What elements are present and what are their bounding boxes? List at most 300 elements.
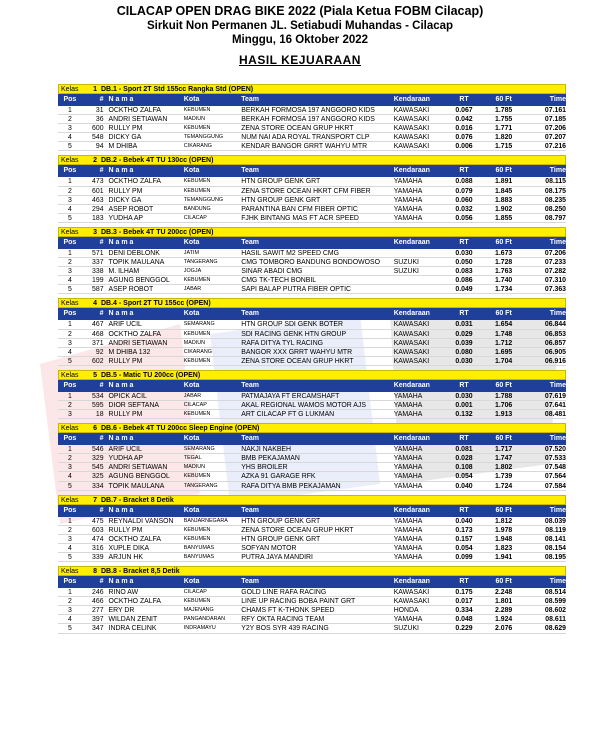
class-number: 6 (93, 425, 97, 433)
cell-nama: ARJUN HK (108, 554, 144, 561)
result-row (58, 267, 566, 276)
class-label: Kelas (61, 157, 79, 165)
cell-no: 294 (92, 205, 104, 213)
cell-no: 246 (92, 589, 104, 597)
result-row (58, 133, 566, 142)
column-header-no: # (99, 381, 104, 389)
column-header-kota: Kota (183, 435, 200, 443)
cell-kendaraan: KAWASAKI (393, 125, 430, 133)
column-header-nama: N a m a (108, 96, 134, 103)
cell-nama: YUDHA AP (108, 455, 144, 463)
cell-time: 08.250 (544, 205, 566, 213)
result-row (58, 357, 566, 366)
cell-nama: DENI DEBLONK (108, 249, 160, 257)
column-header-no: # (99, 96, 104, 103)
cell-kota: KEBUMEN (183, 125, 211, 132)
cell-nama: RULLY PM (108, 411, 143, 419)
column-header-nama: N a m a (108, 310, 134, 318)
cell-pos: 2 (67, 401, 72, 409)
column-header-ft60: 60 Ft (495, 435, 512, 443)
class-section (58, 155, 566, 222)
result-row (58, 445, 566, 454)
column-header-pos: Pos (63, 506, 77, 514)
cell-team: AKAL REGIONAL WAMOS MOTOR AJS (241, 401, 366, 409)
column-header-team: Team (241, 435, 259, 443)
cell-ft60: 1.883 (494, 196, 513, 204)
cell-time: 07.363 (544, 286, 566, 294)
cell-time: 07.584 (544, 482, 566, 490)
cell-nama: DICKY GA (108, 196, 142, 204)
cell-ft60: 1.763 (494, 268, 513, 276)
cell-time: 08.514 (544, 589, 566, 597)
cell-kendaraan: YAMAHA (393, 526, 423, 534)
cell-kendaraan: KAWASAKI (393, 330, 430, 338)
column-header-ft60: 60 Ft (495, 578, 512, 586)
cell-kota: KEBUMEN (183, 330, 211, 337)
date-line: Minggu, 16 Oktober 2022 (231, 34, 369, 46)
cell-pos: 4 (67, 348, 72, 356)
cell-rt: 0.099 (455, 554, 473, 561)
cell-time: 06.844 (544, 321, 566, 329)
class-number: 4 (93, 300, 97, 308)
cell-kendaraan: YAMAHA (393, 535, 423, 543)
class-title-bar (58, 495, 566, 505)
cell-rt: 0.048 (455, 616, 473, 624)
cell-nama: OCKTHO ZALFA (108, 598, 161, 606)
cell-rt: 0.054 (455, 544, 473, 552)
cell-no: 277 (92, 607, 104, 615)
cell-kendaraan: KAWASAKI (393, 339, 430, 347)
cell-team: ART CILACAP FT G LUKMAN (241, 411, 335, 419)
cell-time: 08.629 (544, 625, 566, 633)
column-header-team: Team (241, 381, 259, 389)
column-header-row (58, 380, 566, 392)
cell-kota: CIKARANG (183, 348, 212, 355)
cell-no: 397 (92, 616, 104, 624)
cell-no: 18 (95, 411, 104, 419)
cell-rt: 0.039 (455, 339, 473, 347)
cell-team: HASIL SAWIT M2 SPEED CMG (241, 249, 339, 257)
result-row (58, 330, 566, 339)
cell-no: 371 (92, 339, 104, 347)
cell-nama: OCKTHO ZALFA (108, 535, 161, 543)
cell-ft60: 1.712 (494, 339, 513, 347)
result-row (58, 124, 566, 133)
cell-ft60: 2.289 (494, 607, 513, 615)
cell-ft60: 1.695 (494, 348, 513, 356)
cell-kendaraan: KAWASAKI (393, 598, 430, 606)
column-header-ft60: 60 Ft (495, 238, 512, 246)
cell-time: 08.154 (544, 544, 566, 552)
cell-pos: 3 (67, 125, 72, 133)
result-row (58, 588, 566, 597)
cell-time: 08.141 (544, 535, 566, 543)
class-section (58, 423, 566, 490)
column-header-kendaraan: Kendaraan (393, 167, 430, 175)
column-header-row (58, 505, 566, 517)
cell-pos: 3 (67, 411, 72, 419)
cell-nama: RULLY PM (108, 357, 143, 365)
cell-time: 08.602 (544, 607, 566, 615)
cell-no: 545 (92, 464, 104, 472)
cell-nama: AGUNG BENGGOL (108, 473, 170, 481)
cell-time: 07.206 (544, 249, 566, 257)
cell-team: SDI RACING GENK HTN GROUP (241, 330, 347, 338)
cell-kota: CIKARANG (183, 143, 212, 150)
cell-no: 463 (92, 196, 104, 204)
cell-no: 548 (92, 134, 104, 142)
cell-no: 183 (92, 214, 104, 222)
cell-no: 347 (92, 625, 104, 633)
cell-kendaraan: YAMAHA (393, 455, 423, 463)
cell-time: 07.185 (544, 116, 566, 124)
column-header-time: Time (549, 435, 566, 443)
cell-nama: M DHIBA 132 (108, 348, 151, 356)
cell-no: 31 (95, 107, 104, 114)
column-header-rt: RT (459, 238, 469, 246)
column-header-kendaraan: Kendaraan (393, 506, 430, 514)
cell-no: 602 (92, 357, 104, 365)
cell-kendaraan: YAMAHA (393, 196, 423, 204)
cell-pos: 4 (67, 616, 72, 624)
cell-no: 466 (92, 598, 104, 606)
cell-nama: TOPIK MAULANA (108, 259, 165, 267)
cell-rt: 0.334 (455, 607, 473, 615)
venue-line: Sirkuit Non Permanen JL. Setiabudi Muhandas - Cilacap (146, 20, 454, 32)
cell-no: 534 (92, 392, 104, 400)
cell-team: BERKAH FORMOSA 197 ANGGORO KIDS (241, 107, 375, 114)
class-name: DB.7 - Bracket 8 Detik (101, 496, 174, 504)
cell-no: 199 (92, 277, 104, 285)
cell-no: 36 (95, 116, 104, 124)
cell-nama: AGUNG BENGGOL (108, 277, 170, 285)
class-number: 7 (93, 496, 97, 504)
cell-kendaraan: YAMAHA (393, 464, 423, 472)
cell-time: 07.207 (544, 134, 566, 142)
cell-team: ZENA STORE OCEAN GRUP HKRT (241, 357, 354, 365)
class-label: Kelas (61, 86, 79, 93)
cell-nama: WILDAN ZENIT (108, 616, 158, 624)
result-row (58, 196, 566, 205)
cell-pos: 3 (67, 339, 72, 347)
column-header-nama: N a m a (108, 238, 134, 246)
cell-rt: 0.040 (455, 517, 473, 525)
cell-kota: MADIUN (183, 339, 206, 346)
cell-no: 601 (92, 187, 104, 195)
cell-kendaraan: KAWASAKI (393, 348, 430, 356)
cell-kendaraan: SUZUKI (393, 268, 419, 276)
cell-time: 06.916 (544, 357, 566, 365)
column-header-team: Team (241, 238, 259, 246)
cell-team: RAFA DITYA TYL RACING (241, 339, 324, 347)
result-row (58, 249, 566, 258)
cell-pos: 5 (67, 625, 72, 633)
cell-rt: 0.081 (455, 446, 473, 454)
cell-pos: 1 (67, 392, 72, 400)
class-name: DB.4 - Sport 2T TU 155cc (OPEN) (101, 300, 211, 308)
result-row (58, 482, 566, 491)
cell-ft60: 1.717 (494, 446, 513, 454)
cell-kota: JOGJA (183, 268, 202, 275)
cell-no: 474 (92, 535, 104, 543)
result-row (58, 517, 566, 526)
cell-no: 475 (92, 517, 104, 525)
result-row (58, 115, 566, 124)
cell-no: 571 (92, 249, 104, 257)
cell-team: NUM NAI ADA ROYAL TRANSPORT CLP (241, 134, 370, 142)
result-row (58, 624, 566, 633)
cell-kendaraan: KAWASAKI (393, 143, 430, 151)
cell-nama: ANDRI SETIAWAN (108, 464, 168, 472)
cell-nama: OCKTHO ZALFA (108, 330, 161, 338)
cell-kota: CILACAP (183, 401, 207, 408)
cell-kota: TANGERANG (183, 482, 218, 489)
cell-kendaraan: YAMAHA (393, 554, 423, 561)
cell-ft60: 1.724 (494, 482, 513, 490)
cell-kota: BANJARNEGARA (183, 517, 228, 524)
cell-pos: 5 (67, 357, 72, 365)
column-header-kendaraan: Kendaraan (393, 96, 430, 103)
cell-time: 06.857 (544, 339, 566, 347)
cell-ft60: 1.740 (494, 277, 513, 285)
cell-ft60: 1.902 (494, 205, 513, 213)
cell-pos: 1 (67, 249, 72, 257)
result-row (58, 187, 566, 196)
cell-time: 07.310 (544, 277, 566, 285)
cell-kendaraan: KAWASAKI (393, 134, 430, 142)
class-section (58, 227, 566, 294)
cell-no: 339 (92, 554, 104, 561)
cell-no: 92 (95, 348, 104, 356)
cell-rt: 0.083 (455, 268, 473, 276)
cell-nama: ANDRI SETIAWAN (108, 116, 168, 124)
column-header-ft60: 60 Ft (495, 96, 512, 103)
cell-nama: RULLY PM (108, 125, 143, 133)
cell-ft60: 1.941 (494, 554, 513, 561)
column-header-nama: N a m a (108, 578, 134, 586)
cell-time: 07.548 (544, 464, 566, 472)
cell-team: PARANTINA BAN CFM FIBER OPTIC (241, 205, 358, 213)
cell-time: 07.161 (544, 107, 566, 114)
cell-ft60: 1.820 (494, 134, 513, 142)
cell-rt: 0.028 (455, 455, 473, 463)
cell-no: 337 (92, 259, 104, 267)
cell-ft60: 1.948 (494, 535, 513, 543)
cell-kendaraan: YAMAHA (393, 482, 423, 490)
cell-kendaraan: YAMAHA (393, 214, 423, 222)
cell-kendaraan: YAMAHA (393, 392, 423, 400)
cell-ft60: 1.845 (494, 187, 513, 195)
result-row (58, 177, 566, 186)
result-row (58, 463, 566, 472)
cell-kota: JATIM (183, 249, 199, 256)
cell-rt: 0.060 (455, 196, 473, 204)
column-header-row (58, 94, 566, 106)
cell-team: RAFA DITYA BMB PEKAJAMAN (241, 482, 341, 490)
cell-pos: 2 (67, 330, 72, 338)
column-header-team: Team (241, 310, 259, 318)
cell-no: 338 (92, 268, 104, 276)
cell-nama: INDRA CELINK (108, 625, 157, 633)
cell-team: HTN GROUP GENK GRT (241, 196, 321, 204)
cell-time: 08.481 (544, 411, 566, 419)
result-row (58, 320, 566, 329)
cell-kota: JABAR (183, 392, 202, 399)
cell-time: 07.206 (544, 125, 566, 133)
column-header-rt: RT (459, 96, 469, 103)
cell-nama: RINO AW (108, 589, 139, 597)
cell-rt: 0.132 (455, 411, 473, 419)
cell-kota: SEMARANG (183, 321, 215, 328)
cell-pos: 1 (67, 107, 72, 114)
cell-team: HTN GROUP GENK GRT (241, 178, 321, 186)
column-header-kota: Kota (183, 167, 200, 175)
cell-ft60: 1.771 (494, 125, 513, 133)
cell-rt: 0.031 (455, 321, 473, 329)
cell-pos: 3 (67, 196, 72, 204)
cell-kota: CILACAP (183, 214, 207, 221)
class-title-bar (58, 423, 566, 433)
cell-no: 468 (92, 330, 104, 338)
cell-time: 08.175 (544, 187, 566, 195)
cell-rt: 0.030 (455, 357, 473, 365)
class-number: 3 (93, 228, 97, 236)
class-label: Kelas (61, 300, 79, 308)
result-row (58, 401, 566, 410)
column-header-no: # (99, 506, 104, 514)
cell-team: HTN GROUP GENK GRT (241, 517, 321, 525)
column-header-kendaraan: Kendaraan (393, 578, 430, 586)
cell-kendaraan: YAMAHA (393, 205, 423, 213)
class-title-bar (58, 84, 566, 94)
cell-kota: MAJENANG (183, 607, 214, 614)
column-header-ft60: 60 Ft (495, 506, 512, 514)
results-list (58, 84, 566, 638)
cell-kendaraan: YAMAHA (393, 411, 423, 419)
class-title-bar (58, 566, 566, 576)
cell-rt: 0.056 (455, 214, 473, 222)
cell-no: 316 (92, 544, 104, 552)
cell-rt: 0.006 (455, 143, 473, 151)
cell-ft60: 2.076 (494, 625, 513, 633)
cell-team: ZENA STORE OCEAN GRUP HKRT (241, 125, 354, 133)
cell-pos: 4 (67, 473, 72, 481)
cell-ft60: 1.673 (494, 249, 513, 257)
cell-rt: 0.173 (455, 526, 473, 534)
cell-pos: 1 (67, 589, 72, 597)
cell-kendaraan: HONDA (393, 607, 419, 615)
cell-nama: ASEP ROBOT (108, 205, 154, 213)
cell-kota: KEBUMEN (183, 277, 211, 284)
column-header-kendaraan: Kendaraan (393, 381, 430, 389)
cell-rt: 0.029 (455, 330, 473, 338)
cell-kota: TEMANGGUNG (183, 134, 224, 141)
cell-team: FJHK BINTANG MAS FT ACR SPEED (241, 214, 359, 222)
cell-team: PATMAJAYA FT ERCAMSHAFT (241, 392, 340, 400)
cell-ft60: 1.855 (494, 214, 513, 222)
cell-time: 07.641 (544, 401, 566, 409)
class-name: DB.1 - Sport 2T Std 155cc Rangka Std (OPEN) (101, 86, 254, 93)
cell-ft60: 1.823 (494, 544, 513, 552)
cell-ft60: 1.739 (494, 473, 513, 481)
cell-kendaraan: YAMAHA (393, 446, 423, 454)
column-header-no: # (99, 435, 104, 443)
cell-team: GOLD LINE RAFA RACING (241, 589, 327, 597)
cell-time: 07.282 (544, 268, 566, 276)
cell-kota: KEBUMEN (183, 357, 211, 364)
cell-ft60: 1.706 (494, 401, 513, 409)
cell-ft60: 1.715 (494, 143, 513, 151)
cell-nama: M DHIBA (108, 143, 138, 151)
cell-nama: ARIF UCIL (108, 446, 142, 454)
result-row (58, 597, 566, 606)
column-header-rt: RT (459, 435, 469, 443)
class-title-bar (58, 370, 566, 380)
document-header (0, 4, 600, 68)
cell-kota: KEBUMEN (183, 598, 211, 605)
column-header-team: Team (241, 578, 259, 586)
cell-time: 08.115 (545, 178, 566, 186)
column-header-no: # (99, 167, 104, 175)
cell-pos: 1 (67, 517, 72, 525)
column-header-kendaraan: Kendaraan (393, 435, 430, 443)
class-name: DB.3 - Bebek 4T TU 200cc (OPEN) (101, 228, 214, 236)
cell-ft60: 1.785 (494, 107, 513, 114)
cell-time: 07.533 (544, 455, 566, 463)
class-title-bar (58, 227, 566, 237)
cell-kota: CILACAP (183, 589, 207, 596)
cell-rt: 0.079 (455, 187, 473, 195)
cell-ft60: 1.748 (494, 330, 513, 338)
cell-kendaraan: YAMAHA (393, 401, 423, 409)
event-title: CILACAP OPEN DRAG BIKE 2022 (Piala Ketua FOBM Cilacap) (116, 4, 484, 18)
cell-kota: KEBUMEN (183, 187, 211, 194)
column-header-no: # (99, 578, 104, 586)
cell-team: BANGOR XXX GRRT WAHYU MTR (241, 348, 353, 356)
cell-ft60: 1.734 (494, 286, 513, 294)
cell-rt: 0.042 (455, 116, 473, 124)
cell-kendaraan: KAWASAKI (393, 116, 430, 124)
class-label: Kelas (61, 425, 79, 433)
class-number: 1 (93, 86, 97, 93)
cell-pos: 4 (67, 544, 72, 552)
result-row (58, 142, 566, 151)
cell-kendaraan: KAWASAKI (393, 321, 430, 329)
column-header-rt: RT (459, 381, 469, 389)
cell-time: 07.619 (544, 392, 566, 400)
cell-pos: 5 (67, 143, 72, 151)
cell-rt: 0.030 (455, 392, 473, 400)
cell-kendaraan: YAMAHA (393, 187, 423, 195)
result-row (58, 535, 566, 544)
column-header-rt: RT (459, 167, 469, 175)
cell-no: 600 (92, 125, 104, 133)
column-header-kendaraan: Kendaraan (393, 238, 430, 246)
cell-pos: 5 (67, 286, 72, 294)
cell-team: CHAMS FT K-THONK SPEED (241, 607, 335, 615)
cell-time: 08.599 (544, 598, 566, 606)
column-header-rt: RT (459, 578, 469, 586)
cell-kota: TEMANGGUNG (183, 196, 224, 203)
class-number: 8 (93, 568, 97, 576)
cell-time: 07.564 (544, 473, 566, 481)
column-header-ft60: 60 Ft (495, 381, 512, 389)
cell-ft60: 1.728 (494, 259, 513, 267)
cell-nama: RULLY PM (108, 187, 143, 195)
cell-rt: 0.229 (455, 625, 473, 633)
column-header-kota: Kota (183, 381, 200, 389)
cell-ft60: 1.704 (494, 357, 513, 365)
